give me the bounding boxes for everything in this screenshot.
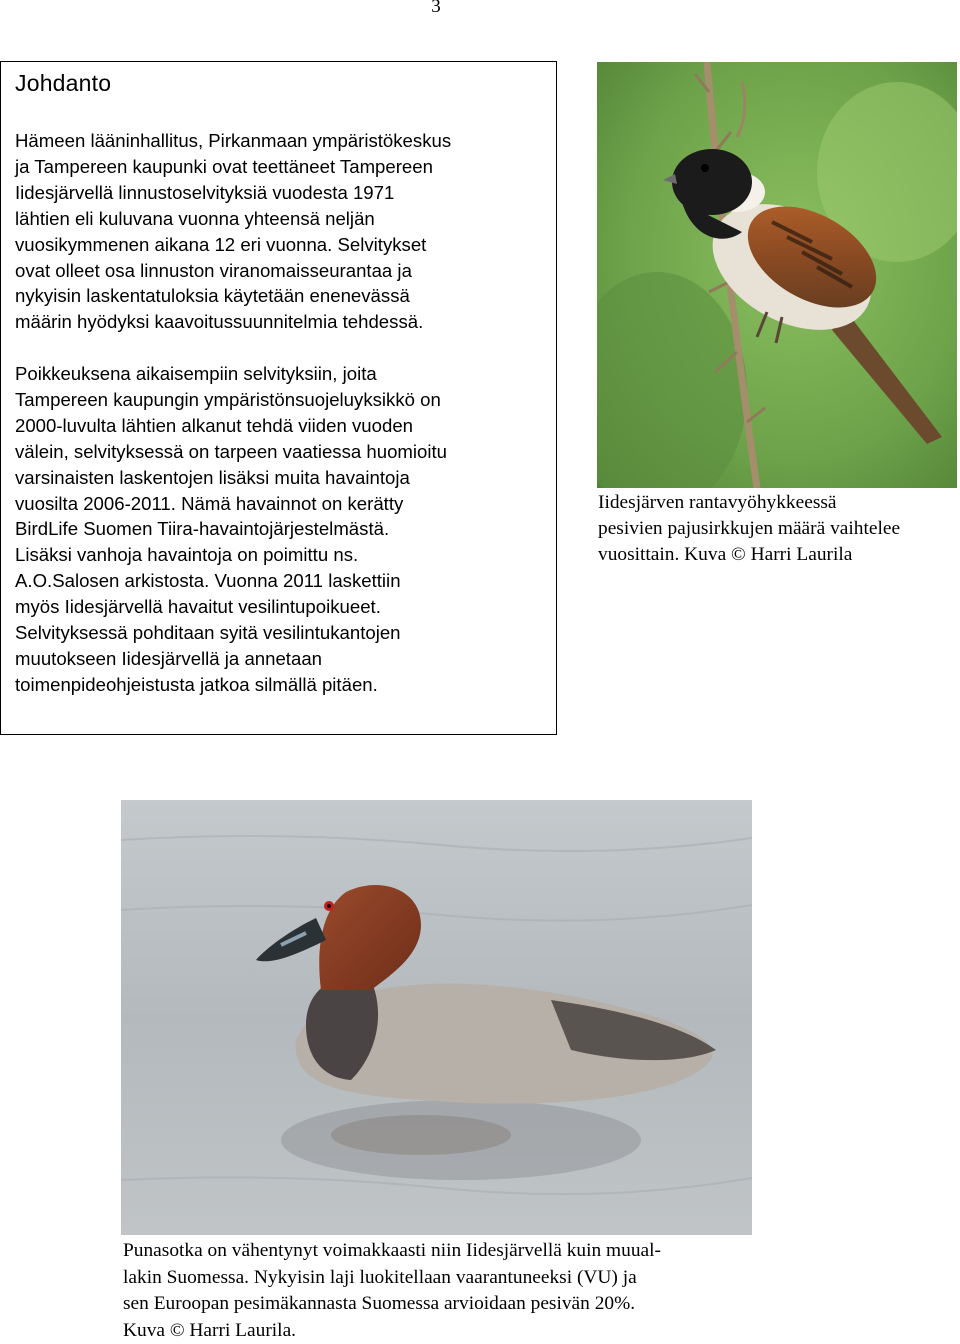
page-number: 3: [431, 0, 441, 17]
reed-bunting-caption: Iidesjärven rantavyöhykkeessä pesivien pajusirkkujen määrä vaihtelee vuosittain. Kuva © Harri Laurila: [598, 492, 901, 565]
intro-paragraph-2: Poikkeuksena aikaisempiin selvityksiin, joita Tampereen kaupungin ympäristönsuojeluyksikkö on 2000-luvulta lähtien alkanut tehdä viiden vuoden välein, selvityksessä on tarpeen vaatiessa huomioitu varsinaisten laskentojen lisäksi muita havaintoja vuosilta 2006-2011. Nämä havainnot on kerätty BirdLife Suomen Tiira-havaintojärjestelmästä. Lisäksi vanhoja havaintoja on poimittu ns. A.O.Salosen arkistosta. Vuonna 2011 laskettiin myös Iidesjärvellä havaitut vesilintupoikueet. Selvityksessä pohditaan syitä vesilintukantojen muutokseen Iidesjärvellä ja annetaan toimenpideohjeistusta jatkoa silmällä pitäen.: [15, 363, 448, 695]
section-title: Johdanto: [15, 70, 112, 96]
intro-paragraph-1: Hämeen lääninhallitus, Pirkanmaan ympäristökeskus ja Tampereen kaupunki ovat teettäneet Tampereen Iidesjärvellä linnustoselvityksiä vuodesta 1971 lähtien eli kuluvana vuonna yhteensä neljän vuosikymmenen aikana 12 eri vuonna. Selvitykset ovat olleet osa linnuston viranomaisseurantaa ja nykyisin laskentatuloksia käytetään enenevässä määrin hyödyksi kaavoitussuunnitelmia tehdessä.: [15, 130, 452, 333]
pochard-caption: Punasotka on vähentynyt voimakkaasti niin Iidesjärvellä kuin muual- lakin Suomessa. Nykyisin laji luokitellaan vaarantuneeksi (VU) ja sen Euroopan pesimäkannasta Suomessa arvioidaan pesivän 20%. Kuva © Harri Laurila.: [123, 1240, 661, 1341]
reed-bunting-photo: [597, 62, 957, 488]
pochard-photo: [121, 800, 752, 1235]
